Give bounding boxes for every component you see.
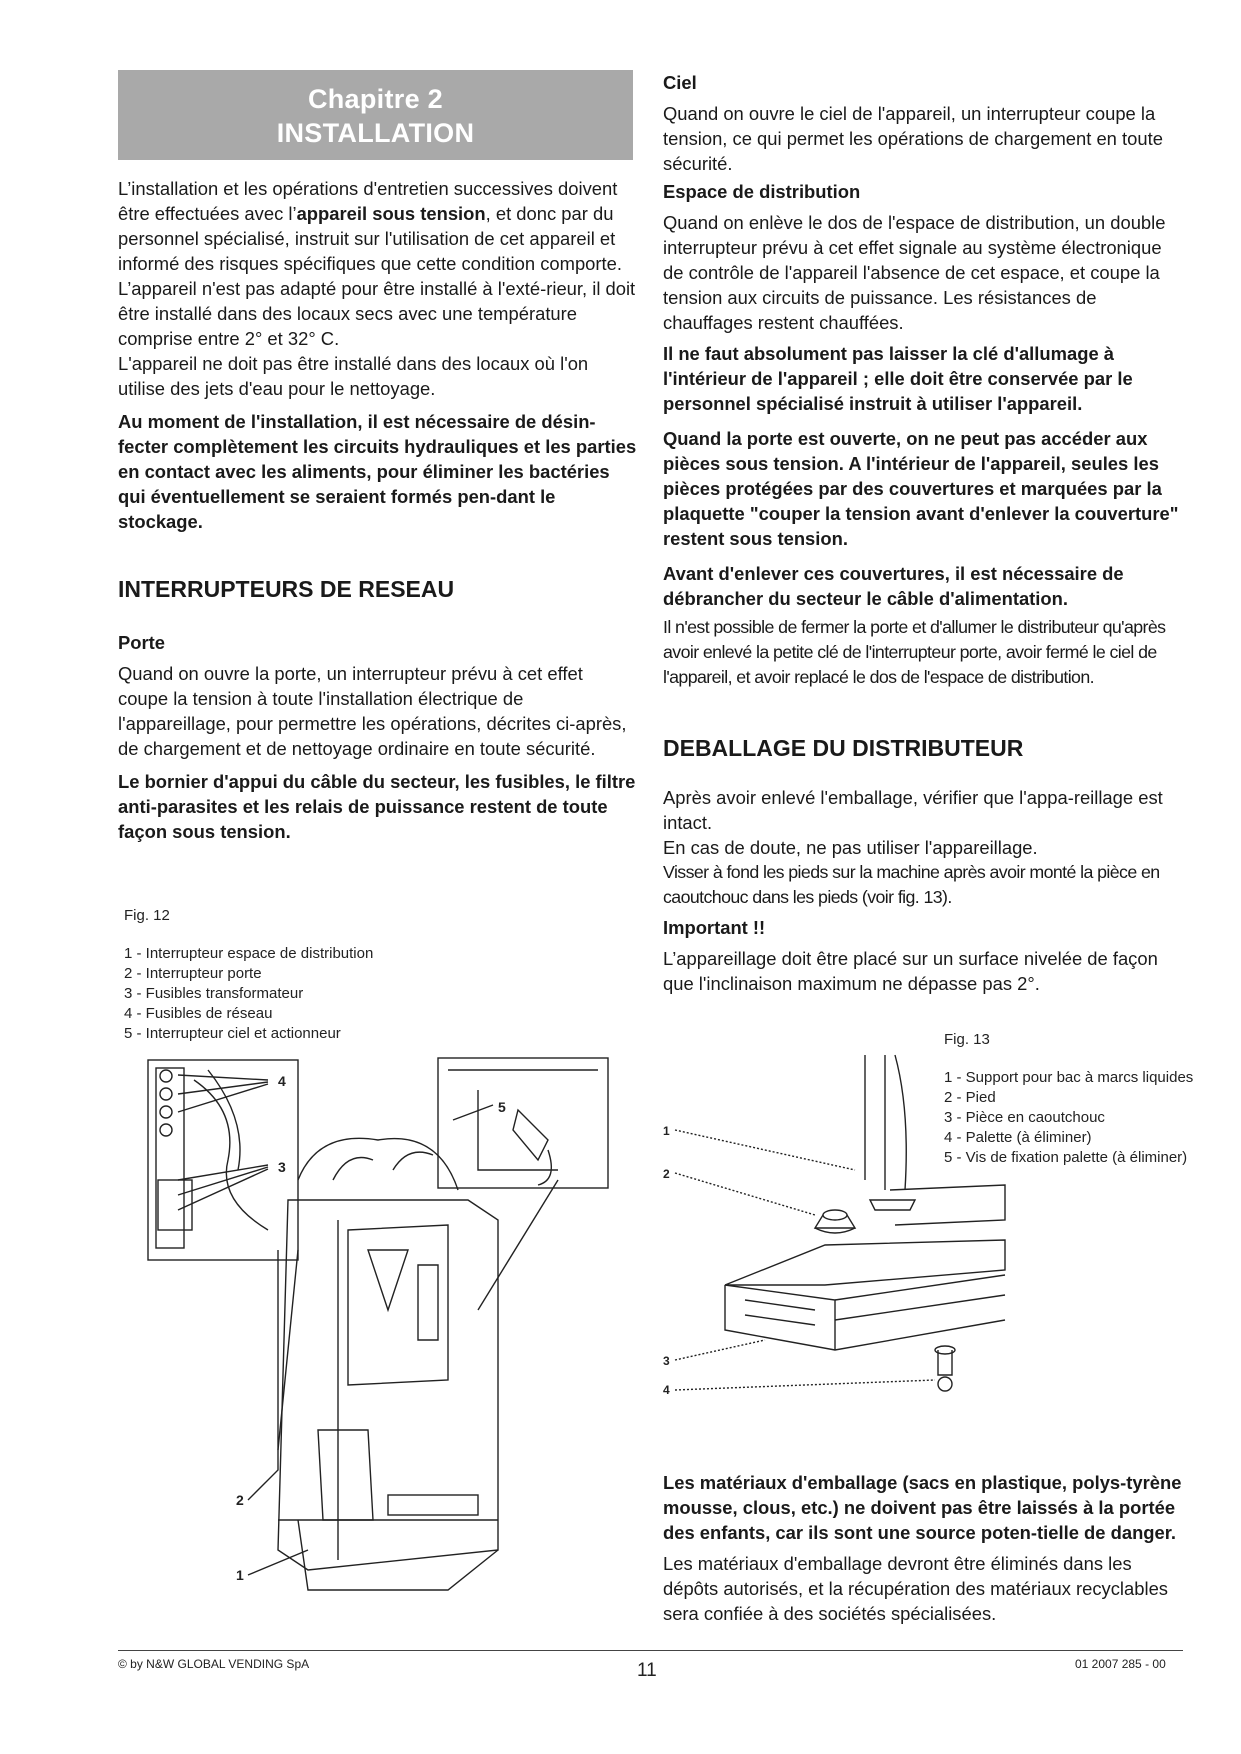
- chapter-header: [118, 70, 633, 160]
- footer-copyright: © by N&W GLOBAL VENDING SpA: [118, 1657, 310, 1671]
- legend-item: 4 - Palette (à éliminer): [944, 1129, 1092, 1146]
- callout-3: 3: [278, 1159, 286, 1175]
- deballage-paragraph-2: En cas de doute, ne pas utiliser l'appareillage.: [663, 837, 1038, 858]
- porte-block: [118, 630, 638, 844]
- important-paragraph: L’appareillage doit être placé sur un surface nivelée de façon que l'inclinaison maximum ne dépasse pas 2°.: [663, 948, 1158, 994]
- legend-item: 1 - Support pour bac à marcs liquides: [944, 1069, 1194, 1086]
- section-deballage: [663, 734, 1183, 762]
- ciel-title: Ciel: [663, 72, 697, 93]
- machine-side: [865, 1055, 906, 1190]
- legend-item: 2 - Interrupteur porte: [124, 965, 262, 982]
- porte-paragraph: Quand on ouvre la porte, un interrupteur prévu à cet effet coupe la tension à toute l'installation électrique de l'appareillage, pour permettre les opérations, décrites ci-après, de chargement et de nettoyage ordinaire en toute sécurité.: [118, 663, 627, 759]
- deballage-paragraph-1: Après avoir enlevé l'emballage, vérifier que l'appa-reillage est intact.: [663, 787, 1163, 833]
- pallet: [725, 1240, 1005, 1285]
- fig12-label: Fig. 12: [124, 907, 170, 924]
- legend-item: 4 - Fusibles de réseau: [124, 1005, 273, 1022]
- key-warning: Il ne faut absolument pas laisser la clé d'allumage à l'intérieur de l'appareil ; elle doit être conservée par le personnel spécialisé instruit à utiliser l'appareil.: [663, 343, 1133, 414]
- legend-item: 3 - Pièce en caoutchouc: [944, 1109, 1105, 1126]
- footer-divider: [118, 1650, 1183, 1651]
- left-intro: [118, 176, 638, 534]
- intro-paragraph-2: L’appareil n'est pas adapté pour être installé à l'exté-rieur, il doit être installé dans des locaux secs avec une température comprise entre 2° et 32° C.: [118, 278, 636, 349]
- callout-3: 3: [663, 1354, 670, 1368]
- document-code: 01 2007 285 - 00: [1075, 1657, 1166, 1671]
- callout-1: 1: [663, 1124, 670, 1138]
- packaging-block: [663, 1470, 1183, 1626]
- legend-item: 1 - Interrupteur espace de distribution: [124, 945, 374, 962]
- inset-ciel-frame: [438, 1058, 608, 1188]
- important-title: Important !!: [663, 917, 766, 938]
- legend-item: 2 - Pied: [944, 1089, 996, 1106]
- porte-warning: Le bornier d'appui du câble du secteur, les fusibles, le filtre anti-parasites et les relais de puissance restent de toute façon sous tension.: [118, 771, 636, 842]
- legend-item: 5 - Interrupteur ciel et actionneur: [124, 1025, 341, 1042]
- section-interrupteurs: [118, 575, 638, 603]
- cover-warning: Avant d'enlever ces couvertures, il est nécessaire de débrancher du secteur le câble d'alimentation.: [663, 563, 1124, 609]
- callout-2: 2: [236, 1492, 244, 1508]
- close-door-paragraph: Il n'est possible de fermer la porte et d'allumer le distributeur qu'après avoir enlevé la petite clé de l'interrupteur porte, avoir fermé le ciel de l'appareil, et avoir replacé le dos de l'espace de distribution.: [663, 617, 1166, 687]
- packaging-warning: Les matériaux d'emballage (sacs en plastique, polys-tyrène mousse, clous, etc.) ne doivent pas être laissés à la portée des enfants, car ils sont une source poten-tielle de danger.: [663, 1472, 1182, 1543]
- callout-1: 1: [236, 1567, 244, 1583]
- intro-paragraph-1: L’installation et les opérations d'entretien successives doivent être effectuées avec l’appareil sous tension, et donc par du personnel spécialisé, instruit sur l'utilisation de cet appareil et informé des risques spécifiques que cette condition comporte.: [118, 178, 622, 274]
- deballage-block: [663, 785, 1183, 996]
- porte-title: Porte: [118, 632, 166, 653]
- fig13-illustration: [655, 1050, 1015, 1450]
- fig13-label: Fig. 13: [944, 1031, 990, 1048]
- fig12-illustration: [118, 1050, 638, 1625]
- callout-4: 4: [278, 1073, 286, 1089]
- espace-paragraph: Quand on enlève le dos de l'espace de distribution, un double interrupteur prévu à cet effet signale au système électronique de contrôle de l'appareil l'absence de cet espace, et coupe la tension aux circuits de puissance. Les résistances de chauffages restent chauffées.: [663, 212, 1166, 333]
- door-warning: Quand la porte est ouverte, on ne peut pas accéder aux pièces sous tension. A l'intérieur de l'appareil, seules les pièces protégées par des couvertures et marquées par la plaquette "couper la tension avant d'enlever la couverture" restent sous tension.: [663, 428, 1179, 549]
- disposal-paragraph: Les matériaux d'emballage devront être éliminés dans les dépôts autorisés, et la récupération des matériaux recyclables sera confiée à des sociétés spécialisées.: [663, 1553, 1168, 1624]
- section-title: DEBALLAGE DU DISTRIBUTEUR: [663, 735, 1024, 761]
- ciel-paragraph: Quand on ouvre le ciel de l'appareil, un interrupteur coupe la tension, ce qui permet les opérations de chargement en toute sécurité.: [663, 103, 1163, 174]
- disinfect-warning: Au moment de l'installation, il est nécessaire de désin-fecter complètement les circuits hydrauliques et les parties en contact avec les aliments, pour éliminer les bactéries qui éventuellement se seraient formés pen-dant le stockage.: [118, 411, 637, 532]
- espace-title: Espace de distribution: [663, 181, 861, 202]
- legend-item: 5 - Vis de fixation palette (à éliminer): [944, 1149, 1188, 1166]
- legend-item: 3 - Fusibles transformateur: [124, 985, 304, 1002]
- fig12-legend: [124, 944, 373, 1044]
- callout-2: 2: [663, 1167, 670, 1181]
- chapter-title: INSTALLATION: [276, 118, 475, 148]
- deballage-paragraph-3: Visser à fond les pieds sur la machine après avoir monté la pièce en caoutchouc dans les pieds (voir fig. 13).: [663, 862, 1160, 907]
- callout-5: 5: [498, 1099, 506, 1115]
- section-title: INTERRUPTEURS DE RESEAU: [118, 576, 455, 602]
- chapter-number: Chapitre 2: [307, 84, 444, 114]
- callout-4: 4: [663, 1383, 670, 1397]
- right-top: [663, 70, 1183, 690]
- page-number: 11: [637, 1660, 657, 1681]
- intro-paragraph-3: L'appareil ne doit pas être installé dans des locaux où l'on utilise des jets d'eau pour le nettoyage.: [118, 353, 589, 399]
